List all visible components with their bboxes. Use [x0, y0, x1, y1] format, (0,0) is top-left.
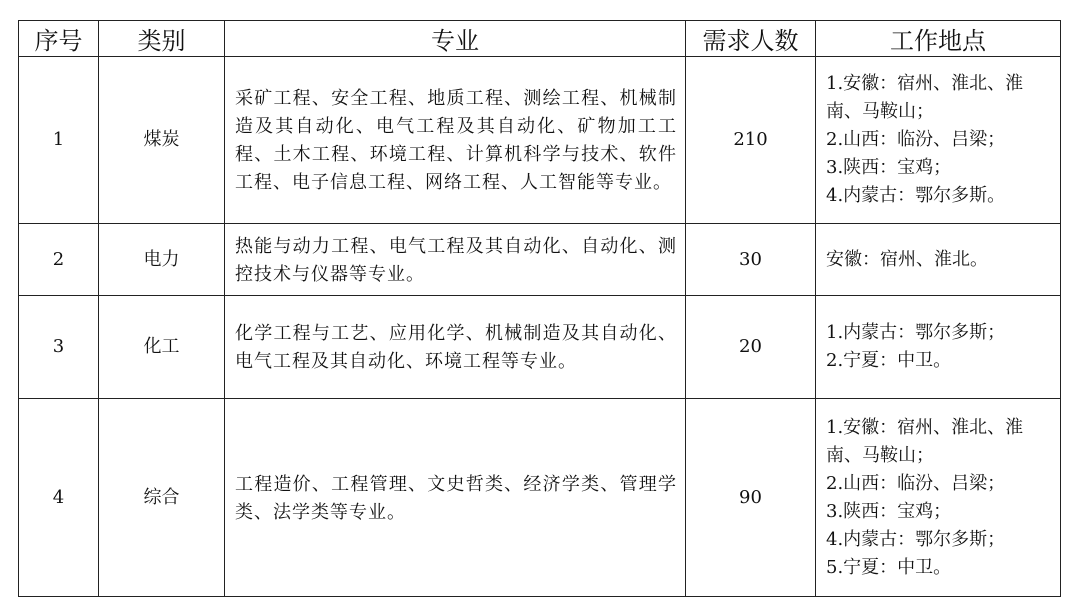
- location-line: 3.陕西：宝鸡；: [826, 500, 952, 522]
- row-count: 30: [686, 224, 816, 296]
- location-line: 2.山西：临汾、吕梁；: [826, 472, 1006, 494]
- row-majors: 采矿工程、安全工程、地质工程、测绘工程、机械制造及其自动化、电气工程及其自动化、矿物加工工程、土木工程、环境工程、计算机科学与技术、软件工程、电子信息工程、网络工程、人工智能等专业。: [225, 57, 686, 224]
- header-category: 类别: [99, 21, 225, 57]
- location-line: 5.宁夏：中卫。: [826, 556, 952, 578]
- row-category: 综合: [99, 399, 225, 597]
- row-no: 2: [19, 224, 99, 296]
- header-row: [19, 21, 1061, 57]
- table-row: [19, 399, 1061, 597]
- location-line: 2.山西：临汾、吕梁；: [826, 129, 1006, 150]
- location-line: 4.内蒙古：鄂尔多斯；: [826, 528, 1006, 550]
- row-category: 煤炭: [99, 57, 225, 224]
- location-line: 1.安徽：宿州、淮北、淮南、马鞍山；: [826, 416, 1024, 466]
- row-locations: [816, 296, 1061, 399]
- location-line: 1.安徽：宿州、淮北、淮南、马鞍山；: [826, 73, 1024, 122]
- location-line: 3.陕西：宝鸡；: [826, 157, 952, 178]
- row-count: 210: [686, 57, 816, 224]
- location-line: 2.宁夏：中卫。: [826, 350, 952, 371]
- row-majors: 热能与动力工程、电气工程及其自动化、自动化、测控技术与仪器等专业。: [225, 224, 686, 296]
- row-locations: [816, 57, 1061, 224]
- row-locations: [816, 399, 1061, 597]
- table-row: [19, 296, 1061, 399]
- row-count: 90: [686, 399, 816, 597]
- row-majors: 工程造价、工程管理、文史哲类、经济学类、管理学类、法学类等专业。: [225, 399, 686, 597]
- recruitment-table: [18, 20, 1061, 597]
- header-count: 需求人数: [686, 21, 816, 57]
- row-no: 1: [19, 57, 99, 224]
- row-majors: 化学工程与工艺、应用化学、机械制造及其自动化、电气工程及其自动化、环境工程等专业。: [225, 296, 686, 399]
- row-category: 电力: [99, 224, 225, 296]
- location-line: 安徽：宿州、淮北。: [826, 248, 988, 270]
- header-major: 专业: [225, 21, 686, 57]
- header-no: 序号: [19, 21, 99, 57]
- location-line: 1.内蒙古：鄂尔多斯；: [826, 322, 1006, 343]
- row-count: 20: [686, 296, 816, 399]
- table-row: [19, 224, 1061, 296]
- table-row: [19, 57, 1061, 224]
- row-category: 化工: [99, 296, 225, 399]
- row-no: 3: [19, 296, 99, 399]
- header-location: 工作地点: [816, 21, 1061, 57]
- row-locations: [816, 224, 1061, 296]
- location-line: 4.内蒙古：鄂尔多斯。: [826, 185, 1006, 206]
- row-no: 4: [19, 399, 99, 597]
